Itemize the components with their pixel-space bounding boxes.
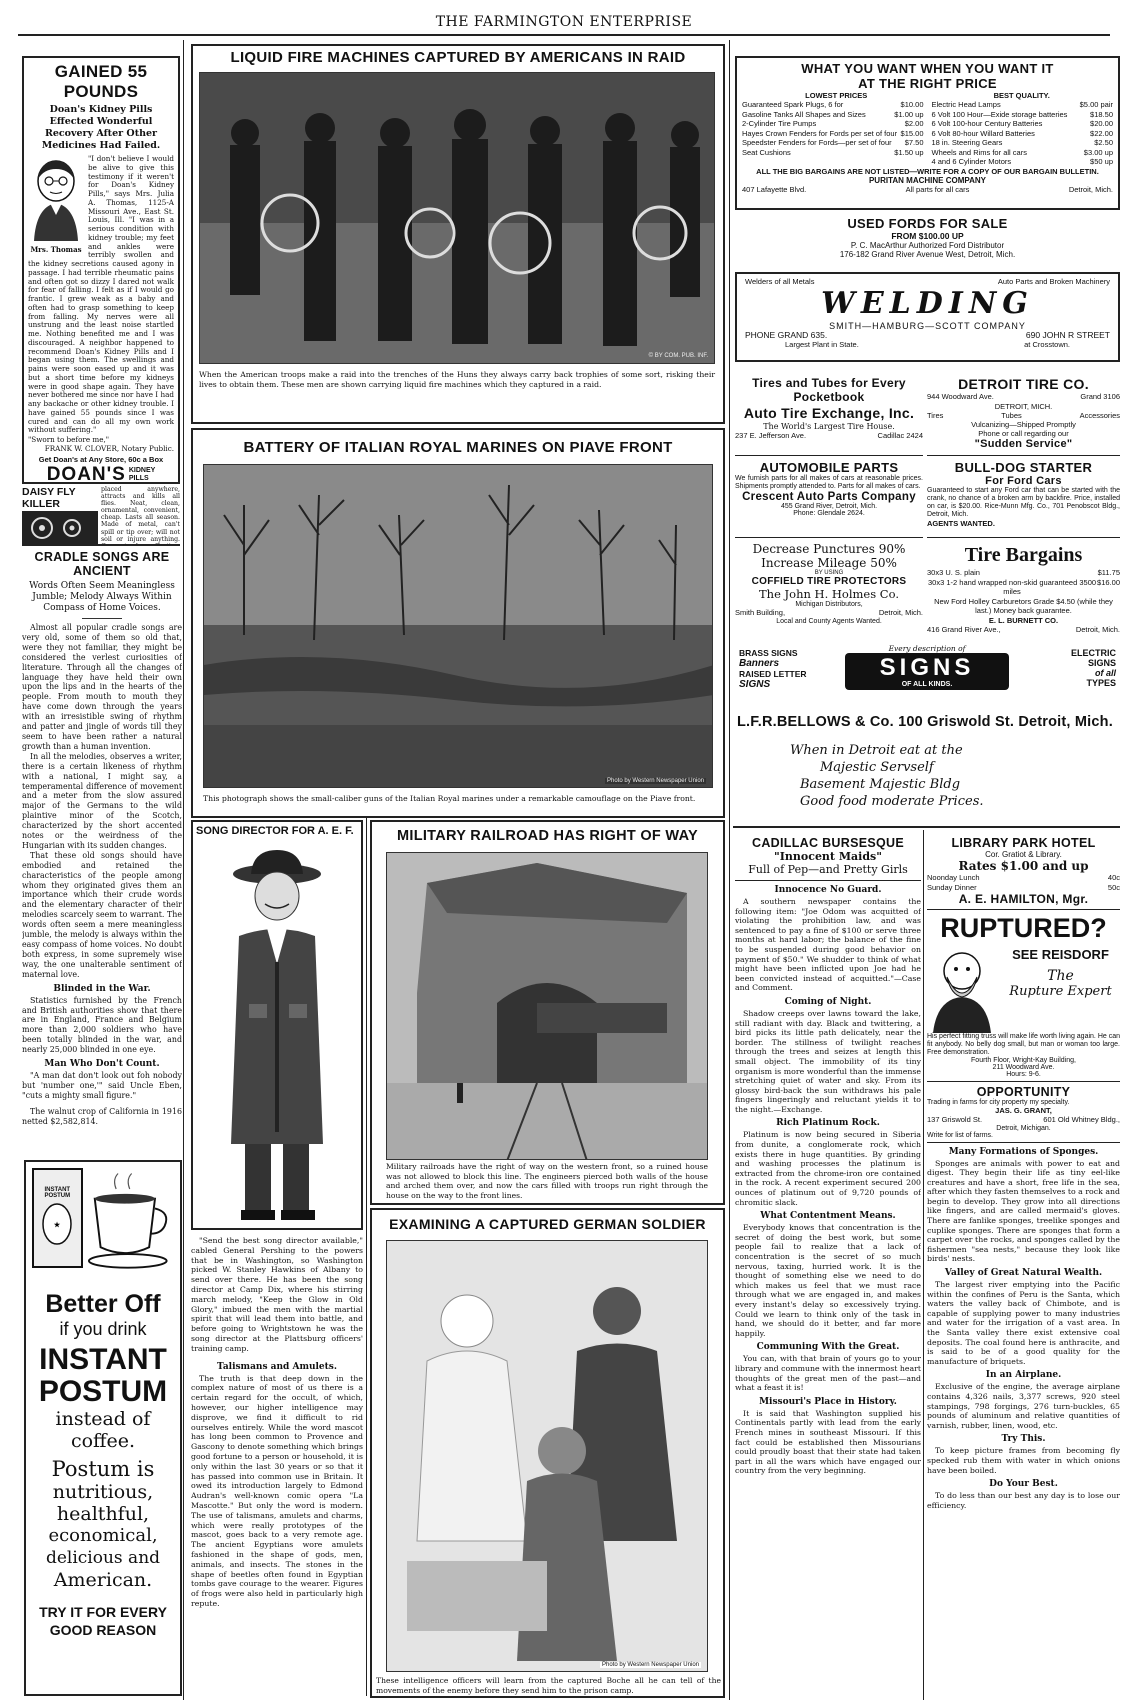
signs-center (837, 644, 1017, 690)
signs-right-0: ELECTRIC (1071, 648, 1116, 658)
sponges-body: Sponges are animals with power to eat and digest. They begin their life as tiny eel-like creatures and have a short, free life in the sea, after which they fasten themselves to a rock and begin to develop. They grow into all directions like fingers, and are called mermaid's gloves. There are fanlike sponges, treelike sponges and cuplike sponges. There are sponges that form a carpet over the rocks, and sponges called by the fishermen "sea nests," because they look like birds' nests. (927, 1158, 1120, 1264)
puritan-left-price: $2.00 (904, 119, 924, 128)
signs-left-2: RAISED LETTER (739, 669, 807, 679)
doans-title: GAINED 55 POUNDS (54, 62, 148, 101)
ruptured-title: RUPTURED? (940, 913, 1107, 943)
daisy-ad (22, 486, 180, 546)
puritan-left-row (742, 148, 924, 158)
talismans-body: The truth is that deep down in the complex nature of most of us there is a certain regard for the occult, of which, however, our higher intelligence may disprove, we find it difficult to rid ourselves entirely. While the word mascot has long been common to Provence and Gascony to denote something which brings good fortune to a person or household, it is only within the last 30 years or so that it has passed into common use in Britain. It owed its introduction largely to Edmond Audran's well-known comic opera "La Mascotte." But only the word is modern. The use of talismans, amulets and charms, which were really prototypes of the mascot, goes back to a very remote age. The ancient Egyptians wore amulets fashioned in the shape of gods, men, animals, and insects. The stones in the shape of beetles often found in Egyptian tombs gave courage to the wearer. Figures of frogs were also held in particularly high repute. (191, 1373, 363, 1608)
railroad-caption: Military railroads have the right of way on the western front, so a ruined house was not allowed to block this line. The engineers pierced both walls of the house and arched them over, and now the cars filled with troops run right through the house on the way to the front lines. (386, 1162, 708, 1200)
detroit-tire-l1: Vulcanizing—Shipped Promptly (971, 420, 1076, 429)
detroit-tire-acc: Accessories (1079, 410, 1120, 420)
italian-caption: This photograph shows the small-caliber guns of the Italian Royal marines under a remarkable camouflage on the Piave front. (203, 794, 696, 803)
detroit-tire-l2: Phone or call regarding our (978, 429, 1069, 438)
library-dinner-price: 50c (1107, 882, 1120, 892)
divider (927, 909, 1120, 910)
puritan-left-item: Speedster Fenders for Fords—per set of four (742, 138, 892, 147)
punctures-l3: BY USING (814, 570, 844, 576)
try-this-body: To keep picture frames from becoming fly specked rub them with water in which onions have been boiled. (927, 1446, 1120, 1475)
liquid-fire-feature (191, 44, 725, 424)
puritan-right-head: BEST QUALITY. (993, 91, 1050, 100)
missouri-body: It is said that Washington supplied his Continentals partly with lead from the early French mines in southeast Missouri. If this fact could be established then Missourians could proudly boast that their state had taken part in all the wars which have engaged our country from the very beginning. (735, 1408, 921, 1476)
ruptured-addr: 211 Woodward Ave. (992, 1064, 1055, 1071)
column-rule-4 (923, 830, 924, 1700)
punctures-l7a: Smith Building, (735, 608, 786, 617)
bulldog-title1: BULL-DOG STARTER (954, 460, 1093, 475)
welding-big: WELDING (821, 285, 1034, 321)
detroit-tire-title: DETROIT TIRE CO. (958, 376, 1089, 392)
auto-parts-ad (735, 460, 923, 538)
welding-plant: Largest Plant in State. (785, 340, 859, 349)
tire-exchange-l3: The World's Largest Tire House. (763, 422, 895, 431)
puritan-title2: AT THE RIGHT PRICE (858, 76, 997, 91)
ruined-house-photo-icon (387, 853, 708, 1160)
svg-text:★: ★ (54, 1222, 61, 1229)
puritan-left-row (742, 119, 924, 129)
tire-bargains-addr: 416 Grand River Ave., (927, 624, 1001, 634)
night-title: Coming of Night. (784, 996, 872, 1007)
italian-photo (203, 464, 713, 788)
welding-right: Auto Parts and Broken Machinery (997, 277, 1110, 286)
tire-bargains-title: Tire Bargains (964, 544, 1083, 566)
cradle-p6: The walnut crop of California in 1916 netted $2,582,814. (22, 1106, 182, 1126)
welding-cross: at Crosstown. (1024, 340, 1070, 349)
puritan-title1: WHAT YOU WANT WHEN YOU WANT IT (801, 61, 1054, 76)
majestic-l2: Majestic Servself (820, 760, 934, 775)
doans-brand-sub2: PILLS (128, 475, 149, 482)
puritan-right-row (932, 119, 1114, 129)
puritan-right-price: $18.50 (1090, 109, 1113, 119)
cradle-p4: Statistics furnished by the French and British authorities show that there are in England, France and Belgium more than 2,000 soldiers who have been totally blinded in the war, and nearly 25,000 blinded in one eye. (22, 995, 182, 1055)
library-lunch-price: 40c (1107, 873, 1120, 882)
punctures-l8: Local and County Agents Wanted. (776, 617, 882, 625)
communing-title: Communing With the Great. (756, 1342, 900, 1353)
cradle-p5: "A man dat don't look out foh nobody but 'number one,'" said Uncle Eben, "cuts a mighty small figure." (22, 1071, 182, 1100)
used-fords-line1: FROM $100.00 UP (891, 231, 964, 241)
signs-left-0: BRASS SIGNS (739, 648, 798, 658)
puritan-right-list (932, 100, 1114, 167)
puritan-right-row (932, 138, 1114, 148)
daisy-flower-icon (22, 511, 98, 545)
signs-top: Every description of (888, 644, 966, 653)
contentment-body: Everybody knows that concentration is the secret of doing the best work, but some people fail to realize that a lack of concentration is the secret of so much nervous, taxing, hurried work. It is the thought of something else we need to do which makes us feel that we must race through what we are engaged in, and makes every instant's delay so excessively trying. Could we learn to think only of the task in hand, we should do it better, and far more happily. (735, 1223, 921, 1338)
tire-bargains-item: 30x3 U. S. plain (927, 568, 980, 577)
puritan-right-price: $3.00 up (1083, 147, 1113, 157)
railroad-headline: MILITARY RAILROAD HAS RIGHT OF WAY (396, 828, 698, 844)
doans-notary: FRANK W. CLOVER, Notary Public. (44, 444, 174, 453)
postum-ad (24, 1160, 182, 1696)
postum-line1: Better Off (45, 1290, 161, 1318)
tire-bargains-item: New Ford Holley Carburetors Grade $4.50 (while they last.) Money back guarantee. (934, 596, 1113, 615)
puritan-left-list (742, 100, 924, 167)
column-rule-1 (183, 40, 184, 1700)
opportunity-addr-r: 601 Old Whitney Bldg., (1043, 1115, 1120, 1124)
punctures-l4: COFFIELD TIRE PROTECTORS (751, 576, 907, 587)
signs-sub: OF ALL KINDS. (901, 681, 953, 688)
bulldog-ad (927, 460, 1120, 538)
majestic-note (790, 742, 1110, 820)
fly-killer-image (22, 511, 98, 545)
liquid-fire-caption: When the American troops make a raid into the trenches of the Huns they always carry back trophies of some sort, risking their lives to obtain them. These men are shown carrying liquid fire machines which they captured in a raid. (199, 370, 715, 389)
postum-line10: economical, (48, 1525, 158, 1546)
puritan-right-item: Wheels and Rims for all cars (931, 147, 1027, 157)
punctures-l6: Michigan Distributors, (795, 601, 863, 608)
airplane-title: In an Airplane. (985, 1370, 1062, 1381)
library-addr: Cor. Gratiot & Library. (985, 850, 1062, 859)
bulldog-agents: AGENTS WANTED. (927, 519, 995, 528)
ruptured-expert: Rupture Expert (1009, 984, 1112, 999)
puritan-company: PURITAN MACHINE COMPANY (868, 175, 987, 185)
puritan-left-row (742, 138, 924, 148)
puritan-left-item: Guaranteed Spark Plugs, 6 for (742, 100, 844, 109)
tire-exchange-addr: 237 E. Jefferson Ave. (735, 431, 807, 440)
signs-left (739, 648, 825, 690)
divider (927, 1142, 1120, 1143)
cradle-title: CRADLE SONGS ARE ANCIENT (34, 550, 170, 578)
camouflage-trees-photo-icon (204, 465, 713, 788)
signs-badge (845, 653, 1009, 690)
majestic-l4: Good food moderate Prices. (800, 794, 984, 809)
signs-ad (735, 644, 1120, 736)
detroit-tire-addr: 944 Woodward Ave. (927, 392, 994, 401)
cradle-p3: That these old songs should have embodied and retained the characteristics of the people among whom they originated gives them an importance which their crude words and the elementary character of their melodies scarcely seem to warrant. The words often seem a mere meaningless jumble, the melody is always within the easy compass of home voices. No doubt both express, in some supremely wise way, the one unalterable sentiment of maternal love. (22, 850, 182, 979)
opportunity-title: OPPORTUNITY (976, 1085, 1071, 1099)
signs-right-1: SIGNS (1087, 658, 1116, 668)
cadillac-title: CADILLAC BURSESQUE (752, 836, 904, 850)
puritan-right-row (932, 157, 1114, 167)
song-director-headline: SONG DIRECTOR FOR A. E. F. (196, 825, 354, 837)
tire-bargains-name: E. L. BURNETT CO. (988, 615, 1059, 625)
welding-phone: PHONE GRAND 635. (745, 329, 828, 340)
postum-line3: INSTANT (39, 1343, 167, 1376)
punctures-l5: The John H. Holmes Co. (759, 587, 899, 601)
punctures-l2: Increase Mileage 50% (761, 556, 897, 570)
doans-brand: DOAN'S (46, 464, 126, 484)
puritan-right-item: 6 Volt 80-hour Willard Batteries (931, 128, 1035, 138)
puritan-right-item: 4 and 6 Cylinder Motors (931, 157, 1012, 166)
puritan-right-row (932, 148, 1114, 158)
cadillac-l2: "Innocent Maids" (774, 850, 882, 863)
divider (927, 1081, 1120, 1082)
puritan-left-row (742, 100, 924, 110)
german-soldier-feature (370, 1208, 725, 1698)
divider (82, 618, 122, 619)
library-dinner: Sunday Dinner (927, 882, 977, 892)
detroit-tire-tires: Tires (927, 410, 944, 420)
ruptured-floor: Fourth Floor, Wright-Kay Building, (971, 1057, 1076, 1064)
tire-bargains-price: $11.75 (1097, 568, 1120, 577)
column-5-articles (927, 836, 1120, 1700)
doans-body: "I don't believe I would be alive to give this testimony if it weren't for Doan's Kidney Pills," says Mrs. Julia A. Thomas, 1125-A Missouri Ave., East St. Louis, Ill. "I was in a serious condition with kidney trouble; my feet and ankles were terribly swollen and the kidney secretions caused agony in passage. I had terrible rheumatic pains and often got so dizzy I dared not walk for fear of falling. I felt as if I would go frantic. I grew weak as a baby and often had to grasp something to keep from falling. My nerves were all unstrung and the least noise startled me. Nothing benefited me and I was discouraged. A neighbor happened to recommend Doan's Kidney Pills and I began using them. The swellings and pains were soon eased up and it was but a short time before my kidneys were in good shape again. They have never bothered me since nor have I had any backache or other kidney trouble. I have gained 55 pounds since I was cured and can do all my own work without suffering." (28, 154, 174, 435)
song-director-photo (201, 844, 353, 1226)
daisy-title: DAISY FLY KILLER (22, 486, 98, 510)
postum-line14: GOOD REASON (49, 1622, 157, 1638)
puritan-footer: ALL THE BIG BARGAINS ARE NOT LISTED—WRITE FOR A COPY OF OUR BARGAIN BULLETIN. (756, 166, 1099, 176)
puritan-addr-right: Detroit, Mich. (1068, 184, 1113, 194)
auto-parts-name: Crescent Auto Parts Company (742, 491, 916, 503)
detroit-tire-city: DETROIT, MICH. (994, 401, 1053, 411)
innocence-body: A southern newspaper contains the following item: "Joe Odom was acquitted of violating the prohibition law, and was sentenced to pay a fine of $100 or serve three months at hard labor; the balance of the fine to be suspended during good behavior on payment of $50." We shudder to think of what might have been inflicted upon Joe had he been convicted instead of acquitted."—Case and Comment. (735, 897, 921, 993)
opportunity-addr-l: 137 Griswold St. (927, 1115, 983, 1124)
majestic-l1: When in Detroit eat at the (790, 743, 963, 758)
mid-rule (733, 826, 1120, 828)
tire-bargains-price: $16.00 (1097, 577, 1120, 587)
railroad-feature (370, 820, 725, 1205)
puritan-ad (735, 56, 1120, 210)
opportunity-name: JAS. G. GRANT, (995, 1106, 1052, 1115)
postum-line6: coffee. (70, 1430, 136, 1452)
missouri-title: Missouri's Place in History. (759, 1396, 897, 1407)
auto-parts-phone: Phone: Glendale 2624. (793, 510, 865, 517)
postum-line9: healthful, (56, 1503, 150, 1525)
tire-bargains-row (927, 597, 1120, 616)
doans-sworn: "Sworn to before me," (28, 435, 110, 444)
tire-exchange-phone: Cadillac 2424 (877, 431, 923, 440)
column-4-articles (735, 836, 921, 1700)
column-rule-2 (366, 816, 367, 1696)
puritan-left-row (742, 110, 924, 120)
used-fords-line2: P. C. MacArthur Authorized Ford Distributor (850, 241, 1005, 250)
postum-line12: American. (53, 1569, 153, 1591)
liquid-fire-headline: LIQUID FIRE MACHINES CAPTURED BY AMERICANS IN RAID (230, 49, 686, 66)
tire-bargains-row (927, 578, 1120, 597)
puritan-right-price: $2.50 (1094, 138, 1113, 147)
signs-left-3: SIGNS (739, 679, 771, 690)
platinum-body: Platinum is now being secured in Siberia from dunite, a conglomerate rock, which exists there in huge quantities. By grinding and washing processes the platinum is extracted from the chrome-iron ore contained in the rock. A recent experiment secured 200 ounces of platinum out of 9,720 pounds of chromitic slack. (735, 1130, 921, 1207)
puritan-right-item: Electric Head Lamps (931, 100, 1001, 109)
portrait-caption: Mrs. Thomas (30, 245, 82, 254)
doans-ad (22, 56, 180, 484)
night-body: Shadow creeps over lawns toward the lake, still radiant with day. Black and twittering, a bird picks its little path delicately, near the border. The stillness of twilight reaches through the trees and seizes at length this small object. The immobility of its tiny organism is more wonderful than the immense stretching quiet of water and sky. From its glossy bird-back the sun withdraws his pale fingers lingeringly and reluctant yields it to the night.—Exchange. (735, 1008, 921, 1114)
cradle-h2: Blinded in the War. (53, 983, 151, 994)
postum-line2: if you drink (59, 1319, 147, 1339)
soldiers-photo-icon (200, 73, 715, 364)
divider (735, 880, 921, 881)
puritan-addr-left: 407 Lafayette Blvd. (742, 184, 807, 194)
opportunity-write: Write for list of farms. (927, 1131, 993, 1139)
platinum-title: Rich Platinum Rock. (776, 1118, 880, 1129)
postum-can (32, 1168, 83, 1268)
puritan-addr-mid: All parts for all cars (905, 184, 970, 194)
puritan-left-item: Gasoline Tanks All Shapes and Sizes (742, 109, 866, 119)
column-rule-3 (729, 40, 730, 1700)
german-soldier-photo (386, 1240, 708, 1672)
tire-bargains-item: 30x3 1-2 hand wrapped non-skid guaranteed 3500 miles (928, 577, 1097, 596)
bulldog-body: Guaranteed to start any Ford car that can be started with the crank, no chance of a broken arm by backfire. Price, installed on car, is $20.00. Rice-Munn Mfg. Co., 701 Penobscot Bldg., Detroit, Mich. (927, 487, 1120, 518)
man-in-uniform-icon (201, 844, 353, 1226)
ruptured-see: SEE REISDORF (1012, 947, 1109, 962)
postum-can-label: INSTANT POSTUM (44, 1187, 71, 1199)
portrait (28, 157, 84, 253)
puritan-left-item: Seat Cushions (742, 147, 791, 157)
punctures-l7b: Detroit, Mich. (878, 608, 923, 617)
detroit-tire-tubes: Tubes (1001, 410, 1022, 420)
old-man-portrait-icon (927, 943, 997, 1033)
ruptured-the: The (1047, 968, 1074, 984)
welding-co: SMITH—HAMBURG—SCOTT COMPANY (829, 320, 1026, 331)
tire-exchange-l1: Tires and Tubes for Every Pocketbook (752, 376, 906, 404)
ruptured-hours: Hours: 9-6. (1006, 1071, 1041, 1078)
try-this-title: Try This. (1001, 1434, 1046, 1445)
library-title: LIBRARY PARK HOTEL (951, 836, 1096, 850)
best-body: To do less than our best any day is to lose our efficiency. (927, 1491, 1120, 1510)
cradle-p2: In all the melodies, observes a writer, there is a certain likeness of rhythm with a national, I might say, a temperamental difference of movement and a meter from the slow assured major of the Germans to the wild plaintive minor of the Scotch, characterized by the short accented notes or the weirdness of the Hungarian with its sudden changes. (22, 751, 182, 850)
welding-addr: 690 JOHN R STREET (1025, 329, 1110, 340)
italian-credit: Photo by Western Newspaper Union (607, 778, 704, 784)
cradle-h3: Man Who Don't Count. (44, 1059, 160, 1070)
officers-interrogation-photo-icon (387, 1241, 708, 1672)
song-director-feature (191, 820, 363, 1700)
daisy-body: placed anywhere, attracts and kills all flies. Neat, clean, ornamental, convenient, cheap. Lasts all season. Made of metal, can't spill or tip over; will not soil or injure anything. (101, 486, 180, 543)
postum-line11: delicious and (45, 1548, 161, 1568)
german-soldier-credit: Photo by Western Newspaper Union (602, 1662, 699, 1668)
puritan-right-price: $5.00 pair (1079, 100, 1113, 109)
puritan-left-price: $7.50 (904, 138, 924, 147)
auto-parts-addr: 455 Grand River, Detroit, Mich. (780, 503, 878, 510)
airplane-body: Exclusive of the engine, the average airplane contains 4,326 nails, 3,377 screws, 920 steel stampings, 798 forgings, 276 turn-buckles, 65 pounds of aluminum and relative quantities of varnish, rubber, linen, wood, etc. (927, 1382, 1120, 1430)
puritan-right-item: 6 Volt 100-hour Century Batteries (931, 119, 1043, 128)
cradle-deck: Words Often Seem Meaningless Jumble; Melody Always Within Compass of Home Voices. (29, 581, 175, 613)
tire-bargains-row (927, 568, 1120, 578)
signs-bottom: L.F.R.BELLOWS & Co. 100 Griswold St. Detroit, Mich. (737, 714, 1113, 730)
detroit-tire-phone: Grand 3106 (1080, 392, 1120, 401)
valley-body: The largest river emptying into the Pacific within the confines of Peru is the Santa, which waters the valley back of Chimbote, and is capable of supplying power to many industries and water for the irrigation of a vast area. In the Santa valley there exist extensive coal deposits. The coal found here is anthracite, and is said to be of a good quality for the manufacture of briquets. (927, 1280, 1120, 1366)
masthead: THE FARMINGTON ENTERPRISE (435, 14, 693, 30)
postum-line13: TRY IT FOR EVERY (39, 1604, 167, 1620)
postum-line4: POSTUM (38, 1375, 168, 1408)
puritan-right-item: 6 Volt 100 Hour—Exide storage batteries (931, 109, 1068, 119)
puritan-right-price: $22.00 (1090, 128, 1113, 138)
majestic-l3: Basement Majestic Bldg (800, 777, 961, 792)
puritan-right-item: 18 in. Steering Gears (931, 138, 1003, 147)
cradle-p1: Almost all popular cradle songs are very old, some of them so old that, were they not familiar, they might be considered the verlest curiosities of literature. Through all the changes of language they have held their own upon the lips and in the hearts of the people. From mouth to mouth they have come down through the years with an irresistible swing of rhythm and patter and jingle of words till they seem to have been rather a natural growth than a human invention. (22, 623, 182, 751)
opportunity-city: Detroit, Michigan. (996, 1124, 1051, 1132)
signs-right-2: of all (1094, 668, 1116, 678)
puritan-left-head: LOWEST PRICES (805, 91, 868, 100)
signs-big: SIGNS (879, 654, 975, 681)
coffee-cup-icon (87, 1168, 174, 1278)
valley-title: Valley of Great Natural Wealth. (944, 1268, 1103, 1279)
song-director-body: "Send the best song director available," cabled General Pershing to the powers that be in Washington, so Washington picked W. Stanley Hawkins of Albany to send over there. He has been the song director at Camp Dix, where his stirring march melody, "Keep the Glow in Old Glory," imbued the men with the martial spirit that will lead them into battle, and before going to Wrightstown he was the song director at the Plattsburg officers' training camp. (191, 1236, 363, 1353)
liquid-fire-photo (199, 72, 715, 364)
doans-subtitle: Doan's Kidney Pills Effected Wonderful Recovery After Other Medicines Had Failed. (41, 104, 161, 151)
used-fords-title: USED FORDS FOR SALE (847, 216, 1008, 231)
sponges-title: Many Formations of Sponges. (948, 1146, 1099, 1157)
detroit-tire-ad (927, 376, 1120, 456)
punctures-l1: Decrease Punctures 90% (752, 542, 906, 556)
doans-get: Get Doan's at Any Store, 60c a Box (38, 455, 164, 464)
used-fords-line3: 176-182 Grand River Avenue West, Detroit, Mich. (839, 250, 1016, 259)
puritan-right-row (932, 100, 1114, 110)
talismans-title: Talismans and Amulets. (216, 1361, 338, 1372)
postum-line7: Postum is (51, 1457, 155, 1481)
signs-left-1: Banners (739, 658, 780, 669)
detroit-tire-service: "Sudden Service" (974, 438, 1073, 450)
welding-ad (735, 272, 1120, 362)
punctures-ad (735, 542, 923, 638)
puritan-left-row (742, 129, 924, 139)
tire-exchange-l2: Auto Tire Exchange, Inc. (743, 405, 915, 421)
italian-headline: BATTERY OF ITALIAN ROYAL MARINES ON PIAVE FRONT (243, 439, 673, 456)
auto-parts-title: AUTOMOBILE PARTS (759, 460, 899, 475)
library-lunch: Noonday Lunch (927, 873, 980, 882)
postum-can-icon (39, 1199, 75, 1249)
library-mgr: A. E. HAMILTON, Mgr. (958, 892, 1089, 906)
puritan-right-row (932, 110, 1114, 120)
communing-body: You can, with that brain of yours go to your library and commune with the innermost heart thoughts of the great men of the past—and what a feast it is! (735, 1354, 921, 1393)
best-title: Do Your Best. (989, 1479, 1058, 1490)
cadillac-l3: Full of Pep—and Pretty Girls (748, 863, 908, 876)
auto-parts-body: We furnish parts for all makes of cars at reasonable prices. Shipments promptly attended to. Parts for all makes of cars. (735, 475, 923, 490)
puritan-left-item: Hayes Crown Fenders for Fords per set of four (742, 128, 898, 138)
opportunity-l1: Trading in farms for city property my specialty. (927, 1099, 1070, 1106)
postum-line8: nutritious, (52, 1481, 154, 1503)
tire-bargains-ad (927, 542, 1120, 638)
ruptured-body: His perfect fitting truss will make life worth living again. He can fit anybody. No belly dog small, but man or woman too large. Free demonstration. (927, 1033, 1120, 1056)
tire-exchange-ad (735, 376, 923, 456)
puritan-left-price: $1.50 up (894, 147, 924, 157)
signs-right (1036, 648, 1116, 688)
song-director-box (191, 820, 363, 1230)
welding-left: Welders of all Metals (745, 277, 815, 286)
tire-bargains-city: Detroit, Mich. (1075, 624, 1120, 634)
liquid-fire-credit: © BY COM. PUB. INF. (648, 353, 708, 359)
tire-bargains-list (927, 568, 1120, 616)
german-soldier-headline: EXAMINING A CAPTURED GERMAN SOLDIER (389, 1216, 706, 1232)
puritan-left-price: $1.00 up (894, 109, 924, 119)
german-soldier-caption: These intelligence officers will learn from the captured Boche all he can tell of the movements of the enemy before they send him to the prison camp. (376, 1676, 721, 1695)
bulldog-title2: For Ford Cars (985, 475, 1062, 487)
puritan-left-price: $15.00 (900, 128, 924, 138)
library-rates: Rates $1.00 and up (958, 859, 1089, 873)
puritan-right-row (932, 129, 1114, 139)
italian-feature (191, 428, 725, 818)
top-rule (18, 34, 1110, 36)
used-fords-ad (735, 216, 1120, 266)
doans-brand-sub1: KIDNEY (128, 467, 156, 474)
postum-line5: instead of (55, 1408, 151, 1430)
puritan-right-price: $50 up (1090, 157, 1113, 166)
puritan-left-item: 2-Cylinder Tire Pumps (742, 119, 817, 128)
woman-portrait-icon (28, 157, 84, 241)
contentment-title: What Contentment Means. (760, 1211, 896, 1222)
innocence-title: Innocence No Guard. (774, 885, 882, 895)
puritan-left-price: $10.00 (900, 100, 924, 109)
signs-right-3: TYPES (1086, 678, 1116, 688)
puritan-right-price: $20.00 (1090, 119, 1113, 128)
railroad-photo (386, 852, 708, 1160)
